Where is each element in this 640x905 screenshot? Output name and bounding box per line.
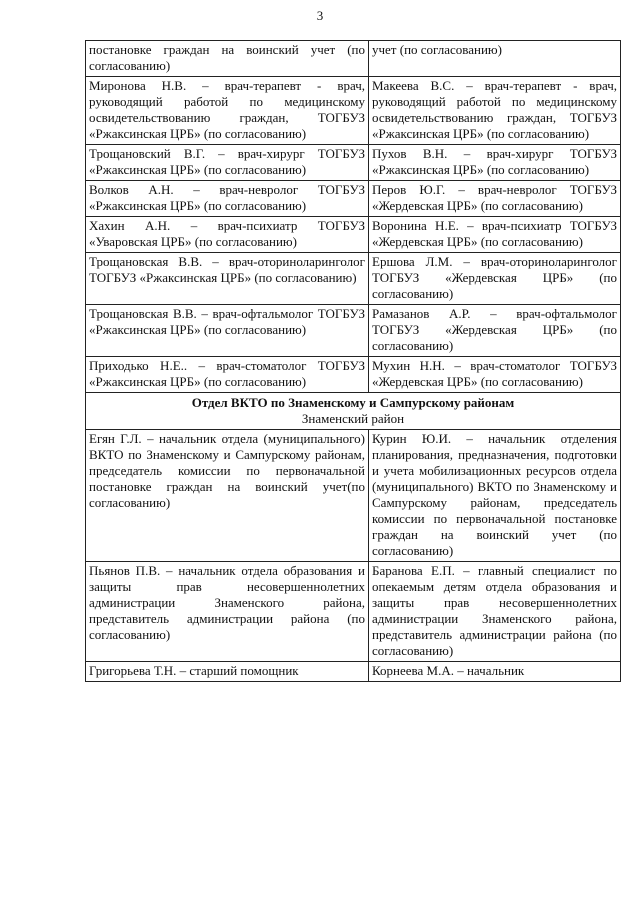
section-title: Отдел ВКТО по Знаменскому и Сампурскому районам (191, 395, 515, 410)
table-cell-right: Макеева В.С. – врач-терапевт - врач, руководящий работой по медицинскому освидетельствованию граждан, ТОГБУЗ «Ржаксинская ЦРБ» (по согласованию) (369, 77, 621, 145)
table-cell-left: Приходько Н.Е.. – врач-стоматолог ТОГБУЗ «Ржаксинская ЦРБ» (по согласованию) (86, 357, 369, 393)
commission-table (85, 40, 621, 682)
table-cell-right: Пухов В.Н. – врач-хирург ТОГБУЗ «Ржаксинская ЦРБ» (по согласованию) (369, 145, 621, 181)
table-row (86, 181, 621, 217)
table-cell-right: Перов Ю.Г. – врач-невролог ТОГБУЗ «Жердевская ЦРБ» (по согласованию) (369, 181, 621, 217)
table-row (86, 357, 621, 393)
table-cell-right: Ершова Л.М. – врач-оториноларинголог ТОГБУЗ «Жердевская ЦРБ» (по согласованию) (369, 253, 621, 305)
table-cell-right: Мухин Н.Н. – врач-стоматолог ТОГБУЗ «Жердевская ЦРБ» (по согласованию) (369, 357, 621, 393)
table-row (86, 217, 621, 253)
table-row (86, 145, 621, 181)
table-cell-left: Трощановская В.В. – врач-оториноларинголог ТОГБУЗ «Ржаксинская ЦРБ» (по согласованию) (86, 253, 369, 305)
table-row (86, 662, 621, 682)
table-cell-right: Баранова Е.П. – главный специалист по опекаемым детям отдела образования и защиты прав несовершеннолетних администрации Знаменского района, представитель администрации района (по согласованию) (369, 562, 621, 662)
table-cell-right: учет (по согласованию) (369, 41, 621, 77)
table-cell-left: Хахин А.Н. – врач-психиатр ТОГБУЗ «Уваровская ЦРБ» (по согласованию) (86, 217, 369, 253)
table-row (86, 77, 621, 145)
table-cell-left: Егян Г.Л. – начальник отдела (муниципального) ВКТО по Знаменскому и Сампурскому районам, председатель комиссии по первоначальной постановке граждан на воинский учет(по согласованию) (86, 430, 369, 562)
table-cell-left: Григорьева Т.Н. – старший помощник (86, 662, 369, 682)
page-number: 3 (316, 8, 324, 23)
table-cell-right: Корнеева М.А. – начальник (369, 662, 621, 682)
table-cell-left: Трощановский В.Г. – врач-хирург ТОГБУЗ «Ржаксинская ЦРБ» (по согласованию) (86, 145, 369, 181)
table-cell-left: Пьянов П.В. – начальник отдела образования и защиты прав несовершеннолетних администрации Знаменского района, представитель администрации района (по согласованию) (86, 562, 369, 662)
table-cell-left: постановке граждан на воинский учет (по согласованию) (86, 41, 369, 77)
table-cell-left: Миронова Н.В. – врач-терапевт - врач, руководящий работой по медицинскому освидетельствованию граждан, ТОГБУЗ «Ржаксинская ЦРБ» (по согласованию) (86, 77, 369, 145)
table-row (86, 430, 621, 562)
section-header-cell (86, 393, 621, 430)
table-row (86, 562, 621, 662)
section-subtitle: Знаменский район (301, 411, 405, 426)
table-row (86, 41, 621, 77)
section-header-row (86, 393, 621, 430)
table-cell-right: Рамазанов А.Р. – врач-офтальмолог ТОГБУЗ «Жердевская ЦРБ» (по согласованию) (369, 305, 621, 357)
table-row (86, 253, 621, 305)
table-cell-left: Трощановская В.В. – врач-офтальмолог ТОГБУЗ «Ржаксинская ЦРБ» (по согласованию) (86, 305, 369, 357)
table-row (86, 305, 621, 357)
table-cell-left: Волков А.Н. – врач-невролог ТОГБУЗ «Ржаксинская ЦРБ» (по согласованию) (86, 181, 369, 217)
table-cell-right: Воронина Н.Е. – врач-психиатр ТОГБУЗ «Жердевская ЦРБ» (по согласованию) (369, 217, 621, 253)
table-cell-right: Курин Ю.И. – начальник отделения планирования, предназначения, подготовки и учета мобилизационных ресурсов отдела (муниципального) ВКТО по Знаменскому и Сампурскому районам, председатель комиссии по первоначальной постановке граждан на воинский учет (по согласованию) (369, 430, 621, 562)
